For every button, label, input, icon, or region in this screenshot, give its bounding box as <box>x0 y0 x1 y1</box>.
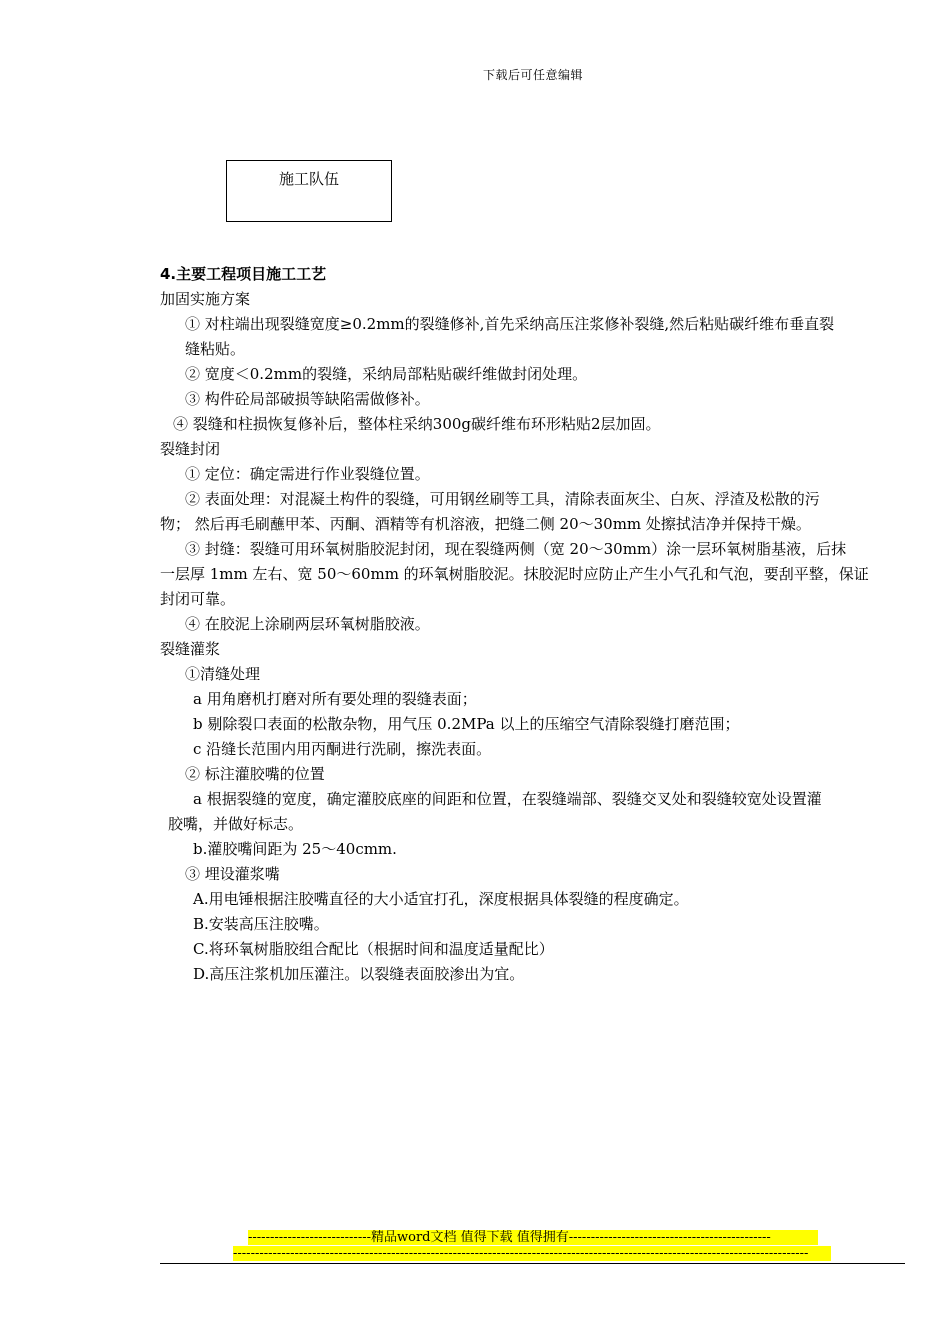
subheading-crack-grouting: 裂缝灌浆 <box>160 640 221 658</box>
text-line: C.将环氧树脂胶组合配比（根据时间和温度适量配比） <box>193 940 554 958</box>
text-line: ③ 埋设灌浆嘴 <box>185 865 280 883</box>
text-line: 一层厚 1mm 左右、宽 50～60mm 的环氧树脂胶泥。抹胶泥时应防止产生小气孔和气泡，要刮平整，保证 <box>160 565 869 583</box>
subheading-reinforcement: 加固实施方案 <box>160 290 251 308</box>
header-note: 下载后可任意编辑 <box>482 68 583 82</box>
text-line: ①清缝处理 <box>185 665 261 683</box>
text-line: A.用电锤根据注胶嘴直径的大小适宜打孔，深度根据具体裂缝的程度确定。 <box>193 890 689 908</box>
text-line: ① 定位：确定需进行作业裂缝位置。 <box>185 465 430 483</box>
construction-team-label: 施工队伍 <box>278 170 339 188</box>
text-line: ① 对柱端出现裂缝宽度≥0.2mm的裂缝修补,首先采纳高压注浆修补裂缝,然后粘贴碳纤维布垂直裂 <box>185 315 835 333</box>
text-line: 封闭可靠。 <box>160 590 236 608</box>
text-line: ④ 在胶泥上涂刷两层环氧树脂胶液。 <box>185 615 430 633</box>
text-line: b 剔除裂口表面的松散杂物，用气压 0.2MPa 以上的压缩空气清除裂缝打磨范围； <box>193 715 740 733</box>
text-line: ② 宽度＜0.2mm的裂缝，采纳局部粘贴碳纤维做封闭处理。 <box>185 365 588 383</box>
text-line: ③ 构件砼局部破损等缺陷需做修补。 <box>185 390 430 408</box>
text-line: 物； 然后再毛刷蘸甲苯、丙酮、酒精等有机溶液，把缝二侧 20～30mm 处擦拭洁净并保持干燥。 <box>160 515 811 533</box>
text-line: ④ 裂缝和柱损恢复修补后，整体柱采纳300g碳纤维布环形粘贴2层加固。 <box>173 415 661 433</box>
text-line: ② 标注灌胶嘴的位置 <box>185 765 325 783</box>
subheading-crack-sealing: 裂缝封闭 <box>160 440 221 458</box>
text-line: B.安装高压注胶嘴。 <box>193 915 329 933</box>
text-line: D.高压注浆机加压灌注。以裂缝表面胶渗出为宜。 <box>193 965 525 983</box>
text-line: a 根据裂缝的宽度，确定灌胶底座的间距和位置，在裂缝端部、裂缝交叉处和裂缝较宽处设置灌 <box>193 790 822 808</box>
bottom-divider <box>160 1263 905 1264</box>
section-heading: 4.主要工程项目施工工艺 <box>160 265 327 283</box>
text-line: ② 表面处理：对混凝土构件的裂缝，可用钢丝刷等工具，清除表面灰尘、白灰、浮渣及松散的污 <box>185 490 820 508</box>
text-line: 缝粘贴。 <box>185 340 246 358</box>
text-line: 胶嘴，并做好标志。 <box>168 815 304 833</box>
construction-team-box <box>226 160 392 222</box>
footer-banner-line1: ----------------------------精品word文档 值得下载 值得拥有---------------------------------------------- <box>248 1230 818 1245</box>
footer-banner-line2: ----------------------------------------------------------------------------------------------------------------------------------- <box>233 1246 831 1261</box>
text-line: a 用角磨机打磨对所有要处理的裂缝表面； <box>193 690 477 708</box>
text-line: c 沿缝长范围内用丙酮进行洗刷，擦洗表面。 <box>193 740 492 758</box>
text-line: ③ 封缝：裂缝可用环氧树脂胶泥封闭，现在裂缝两侧（宽 20～30mm）涂一层环氧树脂基液，后抹 <box>185 540 847 558</box>
text-line: b.灌胶嘴间距为 25～40cmm. <box>193 840 397 858</box>
